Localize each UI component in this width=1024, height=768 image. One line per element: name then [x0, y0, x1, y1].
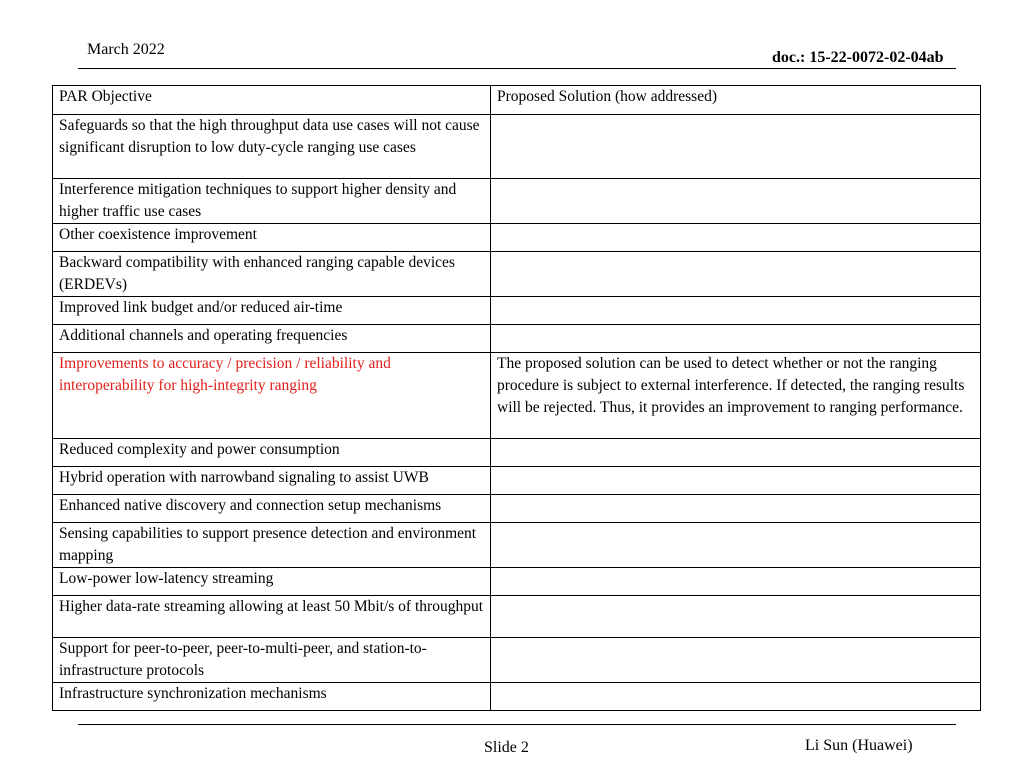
solution-cell: [491, 224, 981, 252]
table-row: [53, 638, 981, 683]
document-id: doc.: 15-22-0072-02-04ab: [772, 49, 944, 66]
table-row: [53, 683, 981, 711]
solution-cell: [491, 325, 981, 353]
table-row: [53, 568, 981, 596]
table-row: [53, 224, 981, 252]
objective-cell-highlighted: Improvements to accuracy / precision / reliability and interoperability for high-integrity ranging: [53, 353, 491, 439]
table-row: [53, 325, 981, 353]
solution-cell: [491, 297, 981, 325]
par-objectives-table: [52, 85, 981, 711]
objective-cell: Interference mitigation techniques to support higher density and higher traffic use cases: [53, 179, 491, 224]
solution-cell: [491, 638, 981, 683]
solution-cell: [491, 683, 981, 711]
table-row: [53, 179, 981, 224]
table-row: [53, 467, 981, 495]
column-header-par-objective: PAR Objective: [53, 86, 491, 115]
solution-cell: [491, 495, 981, 523]
table-row: [53, 115, 981, 179]
table-row: [53, 252, 981, 297]
objective-cell: Safeguards so that the high throughput data use cases will not cause significant disruption to low duty-cycle ranging use cases: [53, 115, 491, 179]
header-divider: [78, 68, 956, 69]
table-row: [53, 596, 981, 638]
objective-cell: Additional channels and operating frequencies: [53, 325, 491, 353]
table-row: [53, 523, 981, 568]
objective-cell: Low-power low-latency streaming: [53, 568, 491, 596]
solution-cell: The proposed solution can be used to detect whether or not the ranging procedure is subject to external interference. If detected, the ranging results will be rejected. Thus, it provides an improvement to ranging performance.: [491, 353, 981, 439]
table-row-highlighted: [53, 353, 981, 439]
objective-cell: Infrastructure synchronization mechanisms: [53, 683, 491, 711]
objective-cell: Support for peer-to-peer, peer-to-multi-peer, and station-to-infrastructure protocols: [53, 638, 491, 683]
header-date: March 2022: [87, 41, 165, 58]
solution-cell: [491, 568, 981, 596]
slide-number: Slide 2: [484, 739, 529, 756]
objective-cell: Improved link budget and/or reduced air-time: [53, 297, 491, 325]
objective-cell: Backward compatibility with enhanced ranging capable devices (ERDEVs): [53, 252, 491, 297]
objective-cell: Hybrid operation with narrowband signaling to assist UWB: [53, 467, 491, 495]
solution-cell: [491, 523, 981, 568]
objective-cell: Higher data-rate streaming allowing at least 50 Mbit/s of throughput: [53, 596, 491, 638]
solution-cell: [491, 467, 981, 495]
objective-cell: Other coexistence improvement: [53, 224, 491, 252]
table-header-row: [53, 86, 981, 115]
footer-divider: [78, 724, 956, 725]
objective-cell: Enhanced native discovery and connection setup mechanisms: [53, 495, 491, 523]
solution-cell: [491, 179, 981, 224]
author: Li Sun (Huawei): [805, 737, 913, 754]
solution-cell: [491, 596, 981, 638]
objective-cell: Reduced complexity and power consumption: [53, 439, 491, 467]
solution-cell: [491, 115, 981, 179]
table-row: [53, 297, 981, 325]
table-row: [53, 439, 981, 467]
objective-cell: Sensing capabilities to support presence detection and environment mapping: [53, 523, 491, 568]
column-header-proposed-solution: Proposed Solution (how addressed): [491, 86, 981, 115]
solution-cell: [491, 252, 981, 297]
table-row: [53, 495, 981, 523]
solution-cell: [491, 439, 981, 467]
